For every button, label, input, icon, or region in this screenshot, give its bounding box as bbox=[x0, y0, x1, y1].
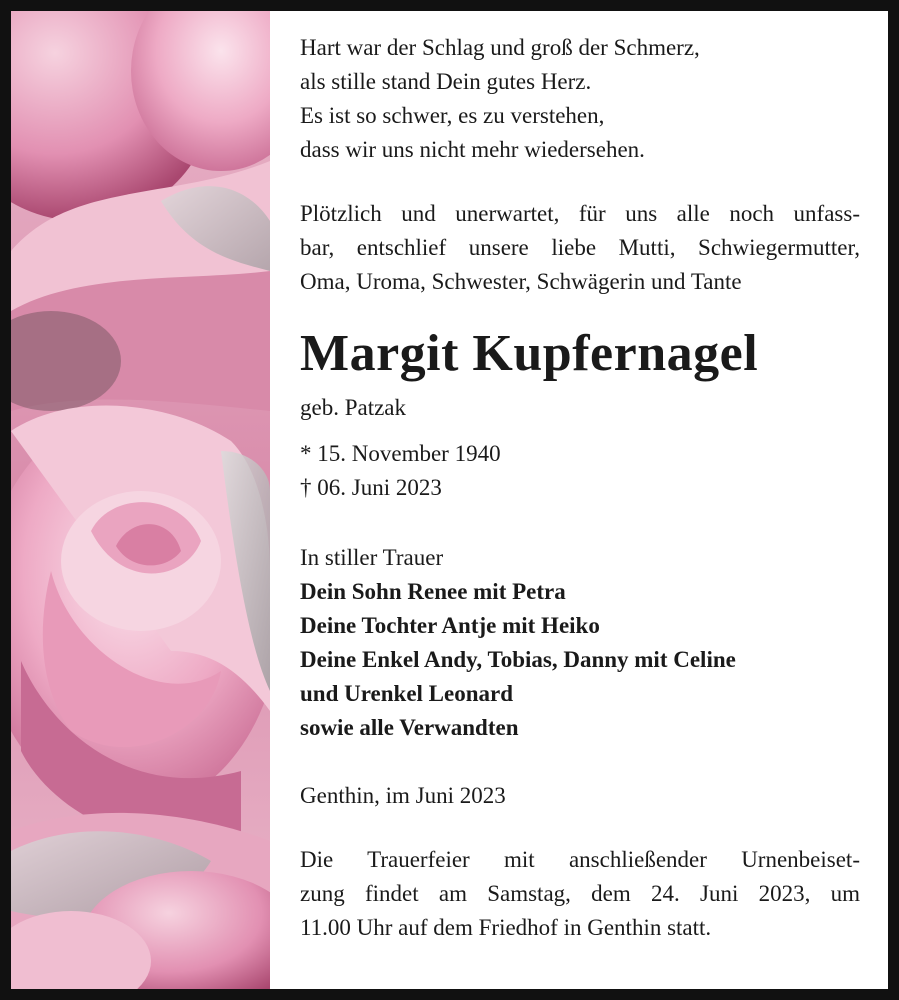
maiden-name: geb. Patzak bbox=[300, 395, 407, 420]
mourner-line: Deine Enkel Andy, Tobias, Danny mit Celine bbox=[300, 647, 736, 672]
place-date: Genthin, im Juni 2023 bbox=[300, 783, 506, 808]
funeral-info bbox=[300, 843, 860, 945]
funeral-line: 11.00 Uhr auf dem Friedhof in Genthin statt. bbox=[300, 915, 712, 940]
intro-line: bar, entschlief unsere liebe Mutti, Schwiegermutter, bbox=[300, 235, 860, 260]
mourner-line: Dein Sohn Renee mit Petra bbox=[300, 579, 566, 604]
death-date: † 06. Juni 2023 bbox=[300, 475, 442, 500]
intro-line: Oma, Uroma, Schwester, Schwägerin und Tante bbox=[300, 269, 742, 294]
rose-photo bbox=[11, 11, 270, 989]
intro-line: Plötzlich und unerwartet, für uns alle noch unfass- bbox=[300, 201, 860, 226]
poem-line: Es ist so schwer, es zu verstehen, bbox=[300, 103, 605, 128]
mourner-line: Deine Tochter Antje mit Heiko bbox=[300, 613, 600, 638]
rose-illustration bbox=[11, 11, 270, 989]
poem-line: Hart war der Schlag und groß der Schmerz, bbox=[300, 35, 700, 60]
life-dates bbox=[300, 437, 860, 505]
mourner-line: und Urenkel Leonard bbox=[300, 681, 514, 706]
birth-date: * 15. November 1940 bbox=[300, 441, 501, 466]
deceased-name: Margit Kupfernagel bbox=[300, 325, 759, 382]
poem bbox=[300, 31, 860, 167]
mourners bbox=[300, 541, 860, 745]
poem-line: dass wir uns nicht mehr wiedersehen. bbox=[300, 137, 645, 162]
intro bbox=[300, 197, 860, 299]
notice-text bbox=[300, 31, 860, 945]
mourners-heading: In stiller Trauer bbox=[300, 545, 444, 570]
funeral-line: Die Trauerfeier mit anschließender Urnenbeiset- bbox=[300, 847, 860, 872]
poem-line: als stille stand Dein gutes Herz. bbox=[300, 69, 592, 94]
mourner-line: sowie alle Verwandten bbox=[300, 715, 519, 740]
funeral-line: zung findet am Samstag, dem 24. Juni 2023, um bbox=[300, 881, 860, 906]
